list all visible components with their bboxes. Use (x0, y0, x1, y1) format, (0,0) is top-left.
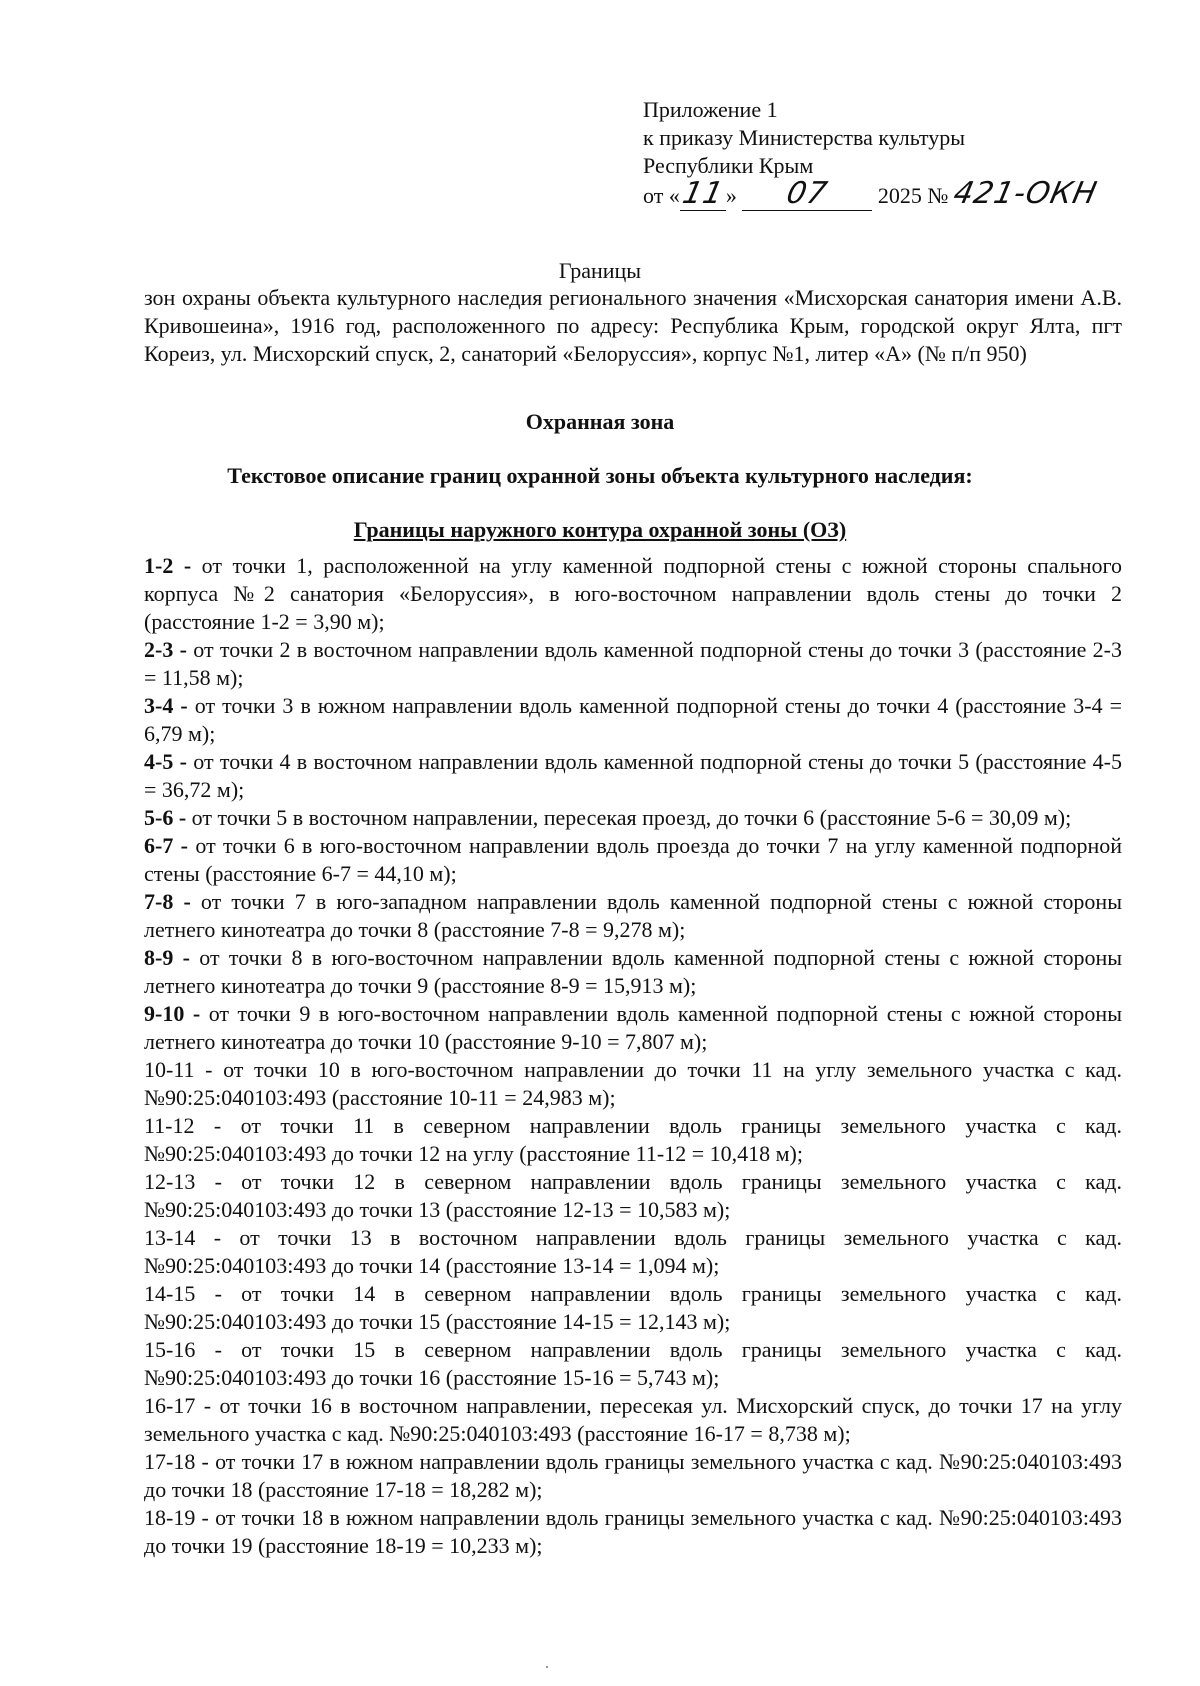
segment-description: от точки 9 в юго-восточном направлении вдоль каменной подпорной стены с южной стороны летнего кинотеатра до точки 10 (расстояние 9-10 = 7,807 м); (144, 1001, 1122, 1054)
segment-number: 3-4 - (144, 693, 188, 718)
segment-description: от точки 7 в юго-западном направлении вдоль каменной подпорной стены с южной стороны летнего кинотеатра до точки 8 (расстояние 7-8 = 9,278 м); (144, 889, 1122, 942)
segment-number: 17-18 (144, 1449, 196, 1474)
order-month: 07 (783, 176, 832, 211)
description-heading: Текстовое описание границ охранной зоны объекта культурного наследия: (227, 463, 973, 488)
order-quote-close: » (725, 183, 737, 208)
segment-description: - от точки 13 в восточном направлении вдоль границы земельного участка с кад. №90:25:040103:493 до точки 14 (расстояние 13-14 = 1,094 м); (144, 1225, 1122, 1278)
segment-number: 6-7 - (144, 833, 189, 858)
boundary-item (144, 944, 1122, 1000)
order-year: 2025 № (877, 183, 949, 208)
boundary-item (144, 888, 1122, 944)
boundary-item (144, 1112, 1122, 1168)
order-month-blank (742, 176, 872, 211)
boundary-item (144, 636, 1122, 692)
segment-number: 14-15 (144, 1281, 196, 1306)
segment-description: - от точки 11 в северном направлении вдоль границы земельного участка с кад. №90:25:040103:493 до точки 12 на углу (расстояние 11-12 = 10,418 м); (144, 1113, 1122, 1166)
segment-description: - от точки 15 в северном направлении вдоль границы земельного участка с кад. №90:25:040103:493 до точки 16 (расстояние 15-16 = 5,743 м); (144, 1337, 1122, 1390)
segment-number: 15-16 (144, 1337, 196, 1362)
appendix-line: Приложение 1 (643, 97, 778, 122)
segment-description: от точки 3 в южном направлении вдоль каменной подпорной стены до точки 4 (расстояние 3-4 = 6,79 м); (144, 693, 1123, 746)
segment-number: 11-12 (144, 1113, 195, 1138)
segment-description: от точки 8 в юго-восточном направлении вдоль каменной подпорной стены с южной стороны летнего кинотеатра до точки 9 (расстояние 8-9 = 15,913 м); (144, 945, 1123, 998)
document-intro (144, 284, 1122, 368)
segment-number: 1-2 - (144, 553, 192, 578)
segment-description: - от точки 17 в южном направлении вдоль границы земельного участка с кад. №90:25:040103:493 до точки 18 (расстояние 17-18 = 18,282 м); (144, 1449, 1122, 1502)
order-day: 11 (679, 176, 727, 211)
segment-description: - от точки 18 в южном направлении вдоль границы земельного участка с кад. №90:25:040103:493 до точки 19 (расстояние 18-19 = 10,233 м); (144, 1505, 1122, 1558)
segment-description: от точки 2 в восточном направлении вдоль каменной подпорной стены до точки 3 (расстояние 2-3 = 11,58 м); (144, 637, 1122, 690)
segment-description: от точки 6 в юго-восточном направлении вдоль проезда до точки 7 на углу каменной подпорной стены (расстояние 6-7 = 44,10 м); (144, 833, 1122, 886)
boundary-item (144, 1280, 1122, 1336)
appendix-line: к приказу Министерства культуры (643, 125, 966, 150)
segment-number: 7-8 - (144, 889, 191, 914)
boundary-item (144, 1000, 1122, 1056)
segment-description: - от точки 14 в северном направлении вдоль границы земельного участка с кад. №90:25:040103:493 до точки 15 (расстояние 14-15 = 12,143 м); (144, 1281, 1122, 1334)
boundary-item (144, 1392, 1122, 1448)
order-day-blank (679, 176, 727, 211)
segment-number: 9-10 - (144, 1001, 201, 1026)
order-date-line (643, 176, 1163, 211)
boundary-list (144, 552, 1122, 1560)
segment-number: 13-14 (144, 1225, 196, 1250)
segment-description: от точки 1, расположенной на углу каменной подпорной стены с южной стороны спального корпуса №2 санатория «Белоруссия», в юго-восточном направлении вдоль стены до точки 2 (расстояние 1-2 = 3,90 м); (144, 553, 1123, 634)
segment-number: 10-11 (144, 1057, 195, 1082)
segment-number: 2-3 - (144, 637, 187, 662)
boundary-item (144, 832, 1122, 888)
segment-number: 18-19 (144, 1505, 196, 1530)
appendix-header (643, 96, 1163, 211)
segment-number: 4-5 - (144, 749, 187, 774)
segment-description: от точки 5 в восточном направлении, пересекая проезд, до точки 6 (расстояние 5-6 = 30,09 м); (186, 805, 1072, 830)
boundary-item (144, 1168, 1122, 1224)
zone-heading: Охранная зона (525, 409, 675, 434)
boundary-item (144, 692, 1122, 748)
segment-description: - от точки 16 в восточном направлении, пересекая ул. Мисхорский спуск, до точки 17 на углу земельного участка с кад. №90:25:040103:493 (расстояние 16-17 = 8,738 м); (144, 1393, 1122, 1446)
boundary-item (144, 748, 1122, 804)
segment-number: 16-17 (144, 1393, 196, 1418)
intro-text: зон охраны объекта культурного наследия регионального значения «Мисхорская санатория имени А.В. Кривошеина», 1916 год, расположенного по адресу: Республика Крым, городской округ Ялта, пгт Кореиз, ул. Мисхорский спуск, 2, санаторий «Белоруссия», корпус №1, литер «А» (№ п/п 950) (144, 285, 1122, 366)
document-title: Границы (558, 258, 642, 283)
order-number: 421-ОКН (950, 176, 1101, 211)
segment-description: - от точки 12 в северном направлении вдоль границы земельного участка с кад. №90:25:040103:493 до точки 13 (расстояние 12-13 = 10,583 м); (144, 1169, 1122, 1222)
boundary-item (144, 1504, 1122, 1560)
segment-description: - от точки 10 в юго-восточном направлении до точки 11 на углу земельного участка с кад. №90:25:040103:493 (расстояние 10-11 = 24,983 м); (144, 1057, 1122, 1110)
boundary-item (144, 1336, 1122, 1392)
scan-speck (546, 1666, 548, 1668)
appendix-line: Республики Крым (643, 153, 814, 178)
contour-heading: Границы наружного контура охранной зоны (ОЗ) (353, 517, 847, 542)
boundary-item (144, 1056, 1122, 1112)
boundary-item (144, 552, 1122, 636)
boundary-item (144, 804, 1122, 832)
segment-number: 12-13 (144, 1169, 196, 1194)
segment-number: 8-9 - (144, 945, 190, 970)
segment-description: от точки 4 в восточном направлении вдоль каменной подпорной стены до точки 5 (расстояние 4-5 = 36,72 м); (144, 749, 1122, 802)
boundary-item (144, 1448, 1122, 1504)
order-date-prefix: от « (643, 183, 680, 208)
segment-number: 5-6 - (144, 805, 187, 830)
boundary-item (144, 1224, 1122, 1280)
